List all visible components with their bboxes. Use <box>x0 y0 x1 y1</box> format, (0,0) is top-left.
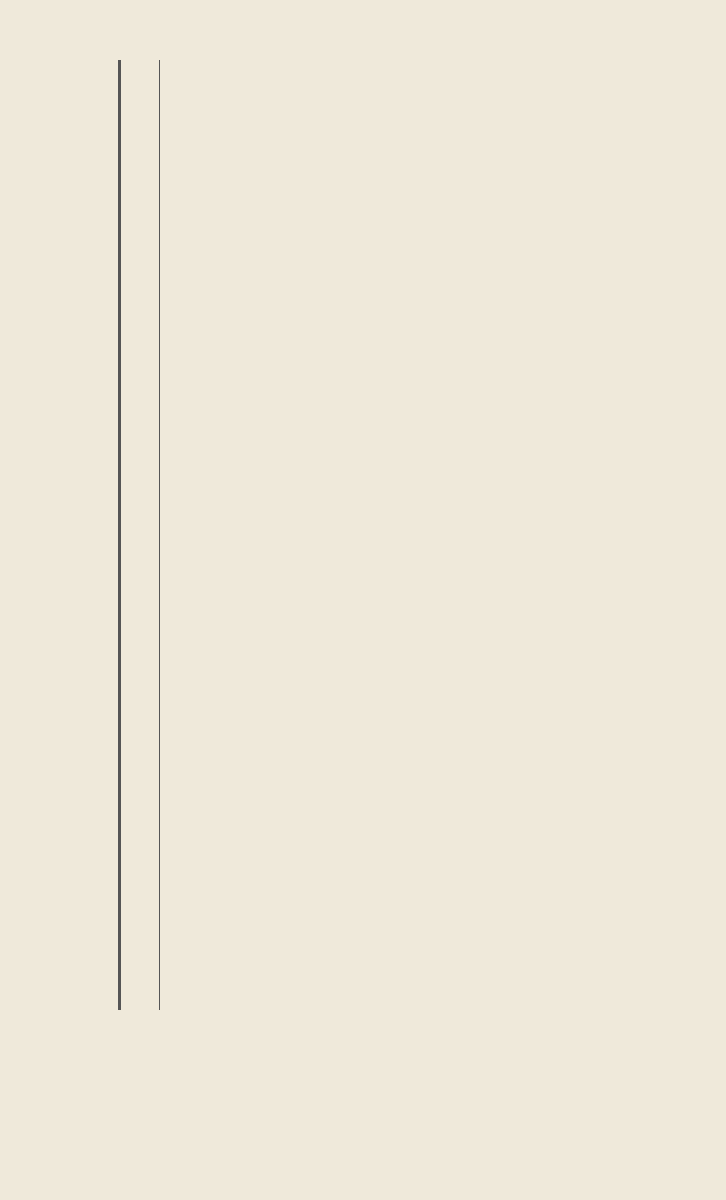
section-title <box>120 60 160 1010</box>
data-table <box>118 60 160 1010</box>
